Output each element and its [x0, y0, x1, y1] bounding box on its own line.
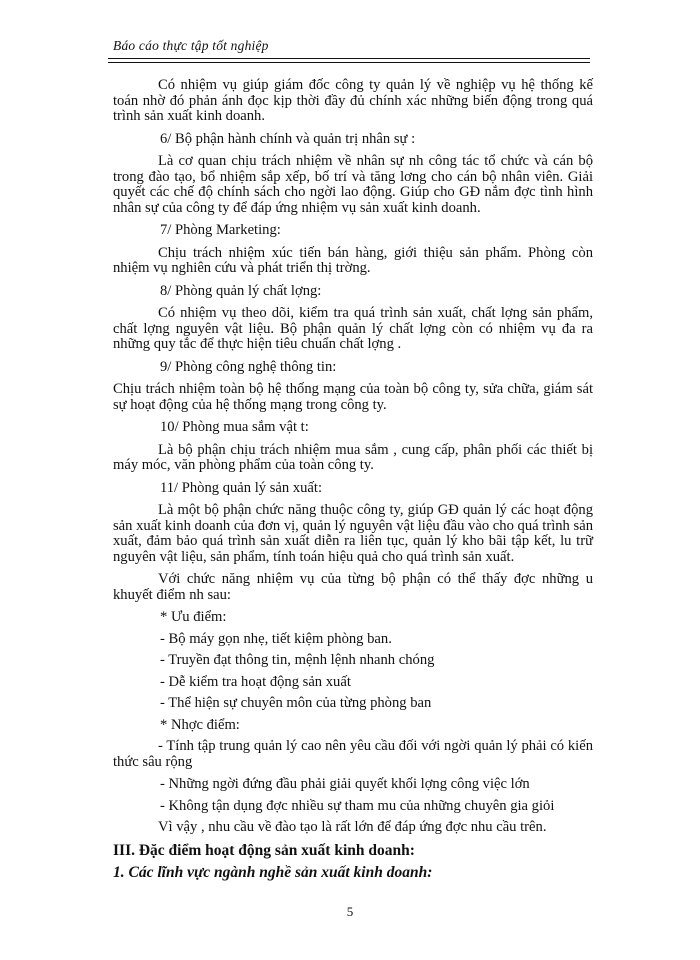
paragraph-conclusion [113, 820, 593, 836]
heading-production-management: 11/ Phòng quản lý sản xuất: [160, 479, 323, 496]
paragraph-quality-duties: Có nhiệm vụ theo dõi, kiểm tra quá trình sản xuất, chất lợng sản phẩm, chất lợng nguyên vật liệu. Bộ phận quản lý chất lợng còn có nhiệm vụ đa ra những quy tắc để thực hiện tiêu chuẩn chất lợng . [113, 305, 593, 352]
heading-advantages: * Ưu điểm: [160, 609, 227, 625]
list-item: - Không tận dụng đợc nhiều sự tham mu của những chuyên gia giỏi [160, 797, 555, 814]
conclusion-text: Vì vậy , nhu cầu về đào tạo là rất lớn để đáp ứng đợc nhu cầu trên. [158, 819, 547, 835]
list-item: - Những ngời đứng đầu phải giải quyết khối lợng công việc lớn [160, 776, 530, 792]
subsection-heading: 1. Các lĩnh vực ngành nghề sản xuất kinh doanh: [113, 864, 433, 881]
heading-marketing: 7/ Phòng Marketing: [160, 222, 281, 238]
paragraph-accounting-duties: Có nhiệm vụ giúp giám đốc công ty quản lý về nghiệp vụ hệ thống kế toán nhờ đó phản ánh đọc kịp thời đầy đủ chính xác những biến động trong quá trình sản xuất kinh doanh. [113, 77, 593, 124]
heading-it-department: 9/ Phòng công nghệ thông tin: [160, 358, 337, 375]
heading-hr-department: 6/ Bộ phận hành chính và quản trị nhân sự : [160, 130, 416, 147]
running-header: Báo cáo thực tập tốt nghiệp [113, 38, 269, 53]
list-item: - Bộ máy gọn nhẹ, tiết kiệm phòng ban. [160, 630, 392, 647]
section-heading: III. Đặc điểm hoạt động sản xuất kinh doanh: [113, 841, 415, 859]
heading-procurement: 10/ Phòng mua sắm vật t: [160, 419, 309, 435]
list-item: - Thể hiện sự chuyên môn của từng phòng ban [160, 695, 432, 711]
paragraph-hr-duties: Là cơ quan chịu trách nhiệm về nhân sự nh công tác tổ chức và cán bộ trong đào tạo, bổ nhiệm sắp xếp, bố trí và tăng lơng cho cán bộ nhân viên. Giải quyết các chế độ chính sách cho ngời lao động. Giúp cho GĐ nắm đợc tình hình nhân sự của công ty để đáp ứng nhiệm vụ sản xuất kinh doanh. [113, 153, 593, 216]
paragraph-production-duties: Là một bộ phận chức năng thuộc công ty, giúp GĐ quản lý các hoạt động sản xuất kinh doanh của đơn vị, quản lý nguyên vật liệu đầu vào cho quá trình sản xuất, đảm bảo quá trình sản xuất diễn ra liên tục, quản lý kho bãi tập kết, lu trữ nguyên vật liệu, sản phẩm, tính toán hiệu quả cho quá trình sản xuất. [113, 502, 593, 565]
paragraph-procurement-duties: Là bộ phận chịu trách nhiệm mua sắm , cung cấp, phân phối các thiết bị máy móc, văn phòng phẩm của toàn công ty. [113, 441, 593, 473]
heading-quality-control: 8/ Phòng quản lý chất lợng: [160, 282, 322, 299]
page-number: 5 [346, 904, 354, 919]
header-rule-thick [108, 58, 590, 59]
document-body [113, 78, 593, 888]
list-item: - Tính tập trung quản lý cao nên yêu cầu đối với ngời quản lý phải có kiến thức sâu rộng [113, 738, 593, 770]
paragraph-it-duties: Chịu trách nhiệm toàn bộ hệ thống mạng của toàn bộ công ty, sửa chữa, giám sát sự hoạt động của hệ thống mạng trong công ty. [113, 381, 593, 413]
header-rule-thin [108, 62, 590, 63]
heading-disadvantages: * Nhợc điểm: [160, 716, 240, 733]
list-item: - Dễ kiểm tra hoạt động sản xuất [160, 673, 351, 690]
paragraph-summary: Với chức năng nhiệm vụ của từng bộ phận có thể thấy đợc những u khuyết điểm nh sau: [113, 571, 593, 603]
paragraph-marketing-duties: Chịu trách nhiệm xúc tiến bán hàng, giới thiệu sản phẩm. Phòng còn nhiệm vụ nghiên cứu và phát triển thị trờng. [113, 244, 593, 276]
list-item: - Truyền đạt thông tin, mệnh lệnh nhanh chóng [160, 652, 435, 668]
